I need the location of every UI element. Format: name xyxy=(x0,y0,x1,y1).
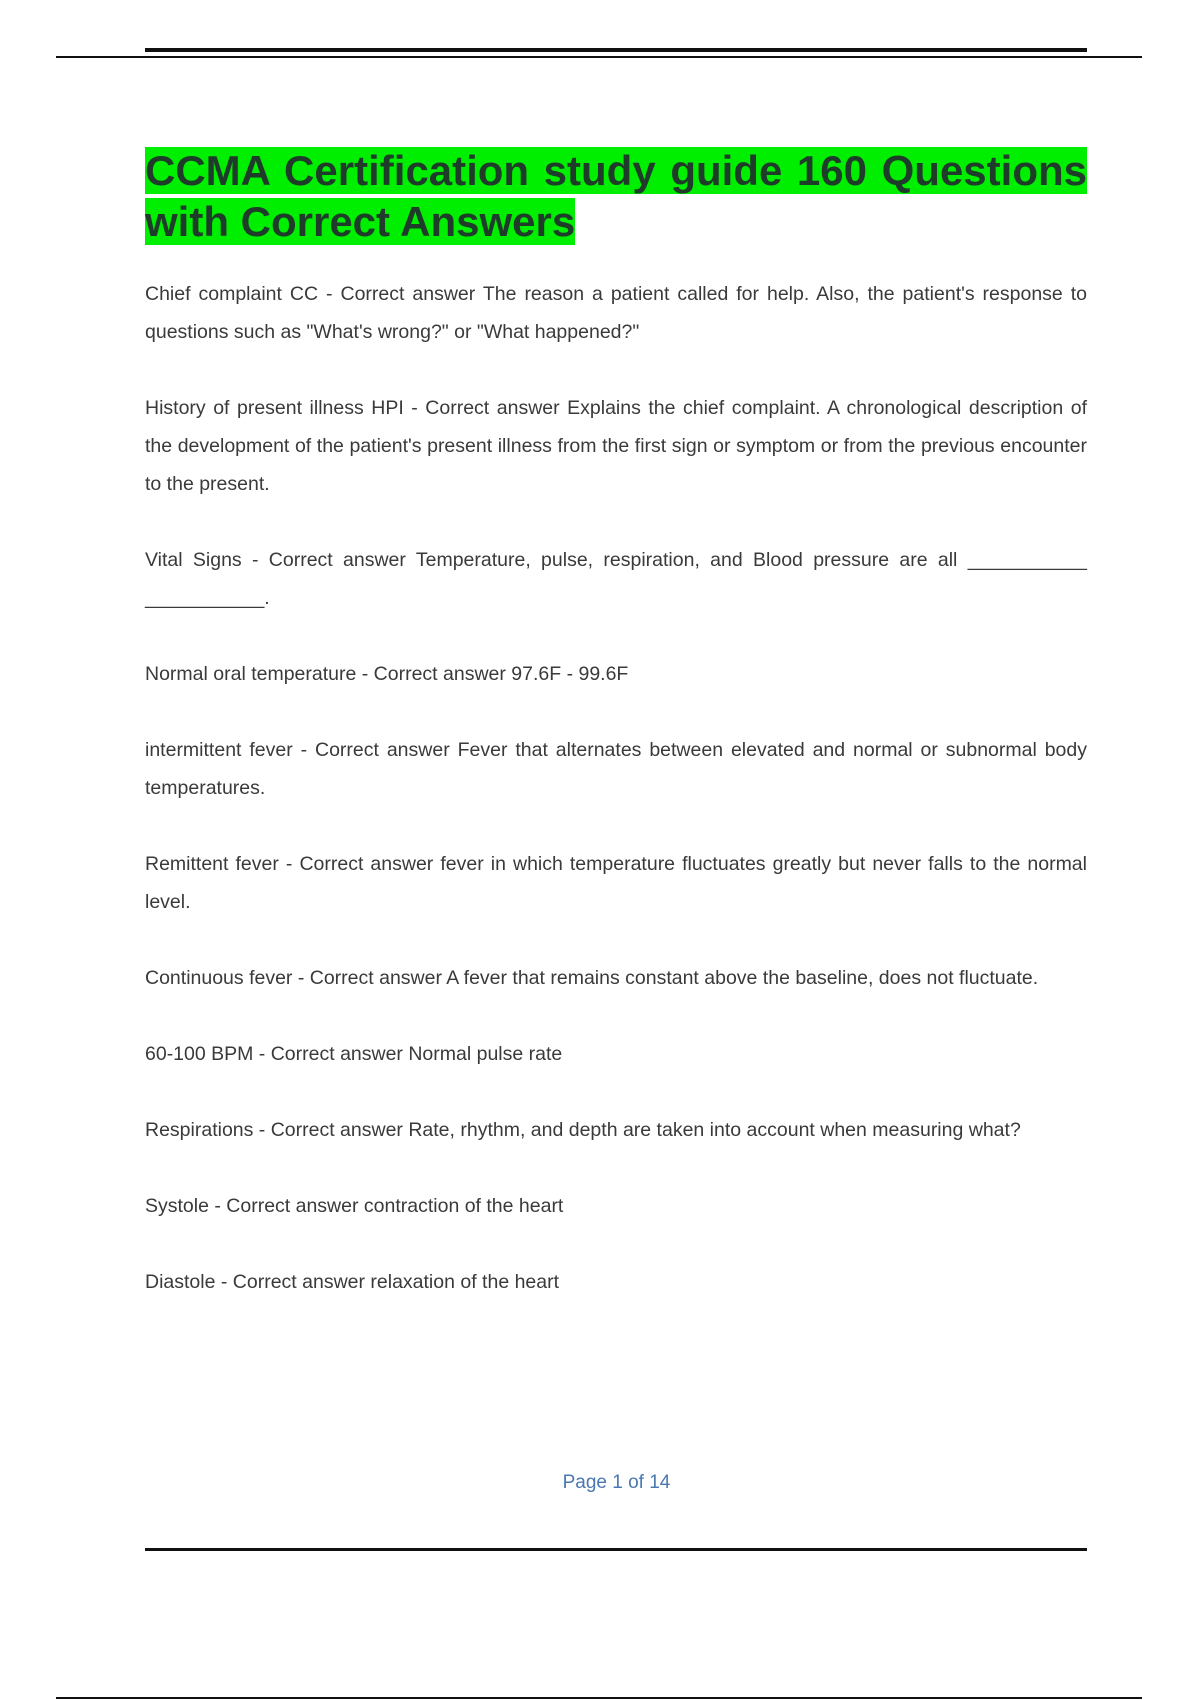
qa-entry-respirations: Respirations - Correct answer Rate, rhythm, and depth are taken into account when measuring what? xyxy=(145,1119,1021,1141)
page-content xyxy=(145,145,1087,1339)
qa-entry-intermittent-fever: intermittent fever - Correct answer Fever that alternates between elevated and normal or subnormal body temperatures. xyxy=(145,739,1087,799)
qa-list xyxy=(145,275,1087,1301)
document-title: CCMA Certification study guide 160 Questions with Correct Answers xyxy=(145,147,1087,245)
page-number: Page 1 of 14 xyxy=(562,1472,671,1493)
qa-entry-continuous-fever: Continuous fever - Correct answer A fever that remains constant above the baseline, does not fluctuate. xyxy=(145,967,1039,989)
header-rule-thick xyxy=(145,48,1087,52)
qa-entry-vital-signs: Vital Signs - Correct answer Temperature, pulse, respiration, and Blood pressure are all ___________ ___________. xyxy=(145,549,1087,609)
footer-rule-thin xyxy=(56,1697,1142,1699)
qa-entry-remittent-fever: Remittent fever - Correct answer fever in which temperature fluctuates greatly but never falls to the normal level. xyxy=(145,853,1087,913)
qa-entry-systole: Systole - Correct answer contraction of the heart xyxy=(145,1195,564,1217)
qa-entry-oral-temperature: Normal oral temperature - Correct answer 97.6F - 99.6F xyxy=(145,663,629,685)
footer-rule-thick xyxy=(145,1548,1087,1551)
header-rule-thin xyxy=(56,56,1142,58)
qa-entry-pulse-rate: 60-100 BPM - Correct answer Normal pulse rate xyxy=(145,1043,563,1065)
qa-entry-hpi: History of present illness HPI - Correct answer Explains the chief complaint. A chronological description of the development of the patient's present illness from the first sign or symptom or from the previous encounter to the present. xyxy=(145,397,1087,495)
qa-entry-chief-complaint: Chief complaint CC - Correct answer The reason a patient called for help. Also, the patient's response to questions such as "What's wrong?" or "What happened?" xyxy=(145,283,1087,343)
qa-entry-diastole: Diastole - Correct answer relaxation of the heart xyxy=(145,1271,560,1293)
